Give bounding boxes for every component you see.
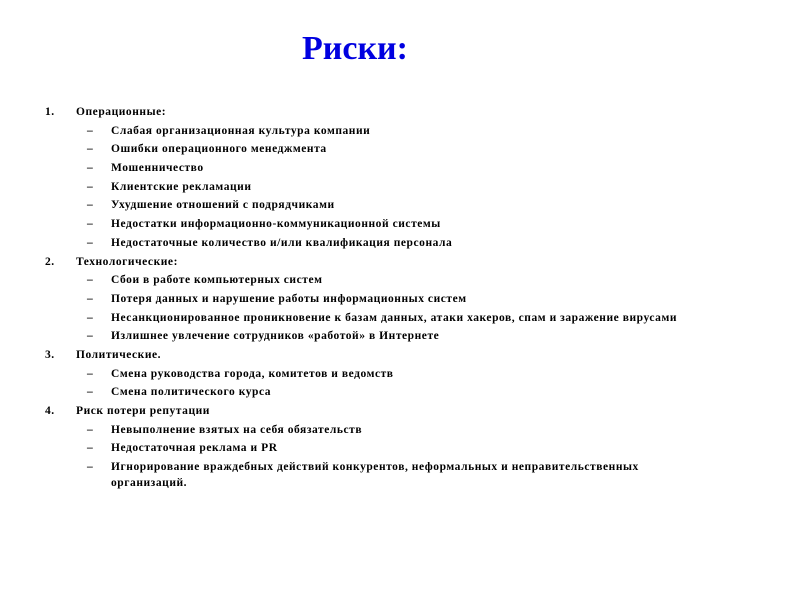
risk-item-text: Смена политического курса [111,386,272,399]
dash-bullet-icon: – [87,124,94,137]
risk-item [0,123,800,142]
risk-item [0,384,800,403]
risk-item [0,422,800,441]
slide-title: Риски: [302,30,408,67]
risk-item [0,459,800,494]
risk-item-text: Слабая организационная культура компании [111,124,371,137]
group-number: 3. [45,348,55,361]
dash-bullet-icon: – [87,423,94,436]
risk-item [0,160,800,179]
group-number: 1. [45,106,55,118]
risk-group [0,104,800,123]
dash-bullet-icon: – [87,143,94,156]
dash-bullet-icon: – [87,386,94,399]
risk-item-text: Мошенничество [111,162,204,175]
risk-item-text: Клиентские рекламации [111,180,252,193]
group-label: Технологические: [76,255,178,268]
risk-item-text: Недостаточные количество и/или квалификация персонала [111,236,453,249]
risk-item [0,235,800,254]
group-label: Риск потери репутации [76,405,210,417]
dash-bullet-icon: – [87,199,94,212]
risk-item [0,310,800,329]
risk-item [0,366,800,385]
dash-bullet-icon: – [87,311,94,324]
risk-list [0,104,800,494]
risk-item [0,141,800,160]
risk-item-text: Недостаточная реклама и PR [111,442,278,455]
risk-item [0,291,800,310]
risk-item [0,328,800,347]
risk-group [0,254,800,273]
risk-item-text: Невыполнение взятых на себя обязательств [111,423,363,436]
risk-item-text: Ухудшение отношений с подрядчиками [111,199,335,212]
risk-item-text: Потеря данных и нарушение работы информационных систем [111,292,467,305]
risk-group [0,403,800,422]
risk-item-text: Игнорирование враждебных действий конкурентов, неформальных и неправительственных организаций. [111,461,639,490]
dash-bullet-icon: – [87,218,94,231]
dash-bullet-icon: – [87,274,94,287]
dash-bullet-icon: – [87,461,94,474]
risk-item [0,440,800,459]
risk-item-text: Недостатки информационно-коммуникационной системы [111,218,441,231]
dash-bullet-icon: – [87,330,94,343]
risk-item-text: Несанкционированное проникновение к базам данных, атаки хакеров, спам и заражение вирусами [111,311,678,324]
risk-item-text: Излишнее увлечение сотрудников «работой» в Интернете [111,330,440,343]
risk-item-text: Ошибки операционного менеджмента [111,143,327,156]
dash-bullet-icon: – [87,442,94,455]
risk-item [0,216,800,235]
dash-bullet-icon: – [87,162,94,175]
risk-item [0,272,800,291]
group-number: 4. [45,405,55,417]
risk-item [0,179,800,198]
risk-item-text: Сбои в работе компьютерных систем [111,274,323,287]
group-number: 2. [45,255,55,268]
dash-bullet-icon: – [87,367,94,380]
risk-item [0,197,800,216]
dash-bullet-icon: – [87,180,94,193]
group-label: Политические. [76,348,162,361]
dash-bullet-icon: – [87,292,94,305]
dash-bullet-icon: – [87,236,94,249]
risk-group [0,347,800,366]
group-label: Операционные: [76,106,167,118]
risk-item-text: Смена руководства города, комитетов и ведомств [111,367,394,380]
